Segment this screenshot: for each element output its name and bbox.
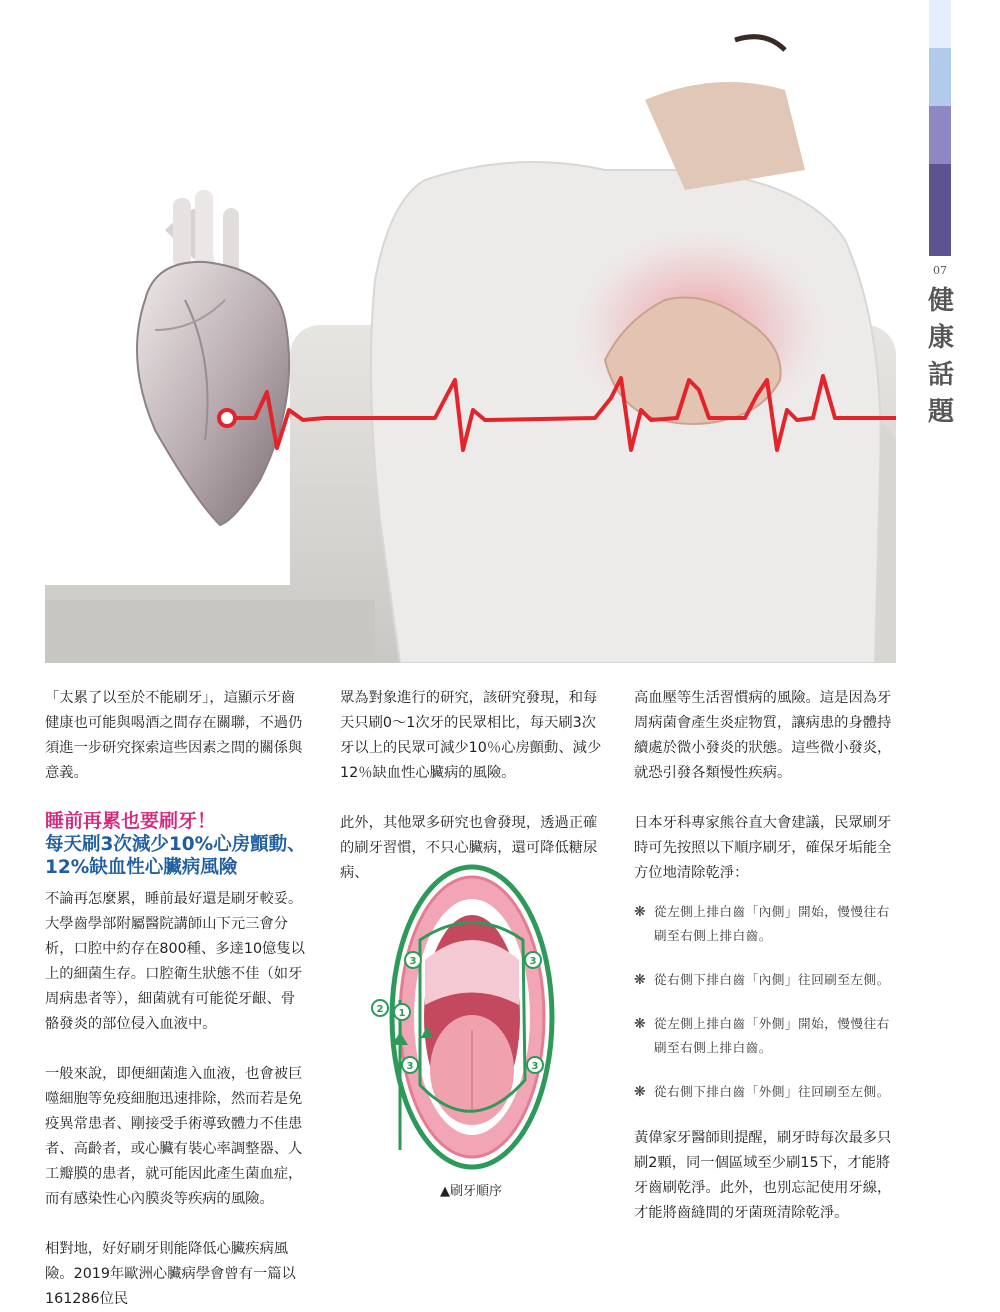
tip-item: ❋ 從左側上排白齒「外側」開始，慢慢往右刷至右側上排白齒。 (634, 1012, 896, 1060)
column-2 (340, 686, 602, 886)
headline-blue: 每天刷3次減少10%心房顫動、12%缺血性心臟病風險 (45, 834, 306, 878)
column-1 (45, 686, 307, 1312)
diagram-num: 1 (398, 1008, 406, 1019)
paragraph: 相對地，好好刷牙則能降低心臟疾病風險。2019年歐洲心臟病學會曾有一篇以161286位民 (45, 1241, 296, 1307)
paragraph: 日本牙科專家熊谷直大會建議，民眾刷牙時可先按照以下順序刷牙，確保牙垢能全方位地清除乾淨： (634, 815, 892, 881)
diagram-num: 3 (529, 956, 537, 967)
paragraph: 「太累了以至於不能刷牙」，這顯示牙齒健康也可能與喝酒之間存在關聯，不過仍須進一步研究探索這些因素之間的關係與意義。 (45, 690, 303, 781)
diagram-num: 2 (376, 1004, 384, 1015)
tip-item: ❋ 從右側下排白齒「內側」往回刷至左側。 (634, 968, 896, 992)
headline-pink: 睡前再累也要刷牙！ (45, 810, 217, 832)
paragraph: 一般來說，即便細菌進入血液，也會被巨噬細胞等免疫細胞迅速排除，然而若是免疫異常患者、剛接受手術導致體力不佳患者、高齡者，或心臟有裝心率調整器、人工瓣膜的患者，就可能因此產生菌血症，而有感染性心內膜炎等疾病的風險。 (45, 1066, 303, 1207)
paragraph: 眾為對象進行的研究，該研究發現，和每天只刷0～1次牙的民眾相比，每天刷3次牙以上的民眾可減少10％心房顫動、減少12％缺血性心臟病的風險。 (340, 690, 602, 781)
tip-bullet-icon: ❋ (634, 1016, 647, 1032)
diagram-num: 3 (409, 956, 417, 967)
column-3 (634, 686, 896, 1226)
tip-item: ❋ 從左側上排白齒「內側」開始，慢慢往右刷至右側上排白齒。 (634, 900, 896, 948)
section-title: 健 康 話 題 (927, 286, 954, 427)
paragraph: 高血壓等生活習慣病的風險。這是因為牙周病菌會產生炎症物質，讓病患的身體持續處於微小發炎的狀態。這些微小發炎，就恐引發各類慢性疾病。 (634, 690, 892, 781)
tip-bullet-icon: ❋ (634, 904, 647, 920)
diagram-caption: ▲刷牙順序 (440, 1184, 502, 1199)
diagram-num: 3 (531, 1061, 539, 1072)
brushing-order-diagram (365, 860, 565, 1175)
diagram-num: 3 (406, 1061, 414, 1072)
tip-item: ❋ 從右側下排白齒「外側」往回刷至左側。 (634, 1080, 896, 1104)
page-number: 07 (933, 264, 947, 277)
hero-image (45, 0, 896, 663)
tip-bullet-icon: ❋ (634, 1084, 647, 1100)
paragraph: 不論再怎麼累，睡前最好還是刷牙較妥。大學齒學部附屬醫院講師山下元三會分析，口腔中約存在800種、多達10億隻以上的細菌生存。口腔衛生狀態不佳（如牙周病患者等），細菌就有可能從牙齦、骨骼發炎的部位侵入血液中。 (45, 891, 305, 1032)
paragraph: 黃偉家牙醫師則提醒，刷牙時每次最多只刷2顆，同一個區域至少刷15下，才能將牙齒刷乾淨。此外，也別忘記使用牙線，才能將齒縫間的牙菌斑清除乾淨。 (634, 1130, 892, 1221)
side-color-tab (929, 0, 951, 256)
paragraph: 此外，其他眾多研究也會發現，透過正確的刷牙習慣，不只心臟病，還可降低糖尿病、 (340, 815, 598, 881)
ecg-start-dot (219, 410, 235, 426)
tip-bullet-icon: ❋ (634, 972, 647, 988)
